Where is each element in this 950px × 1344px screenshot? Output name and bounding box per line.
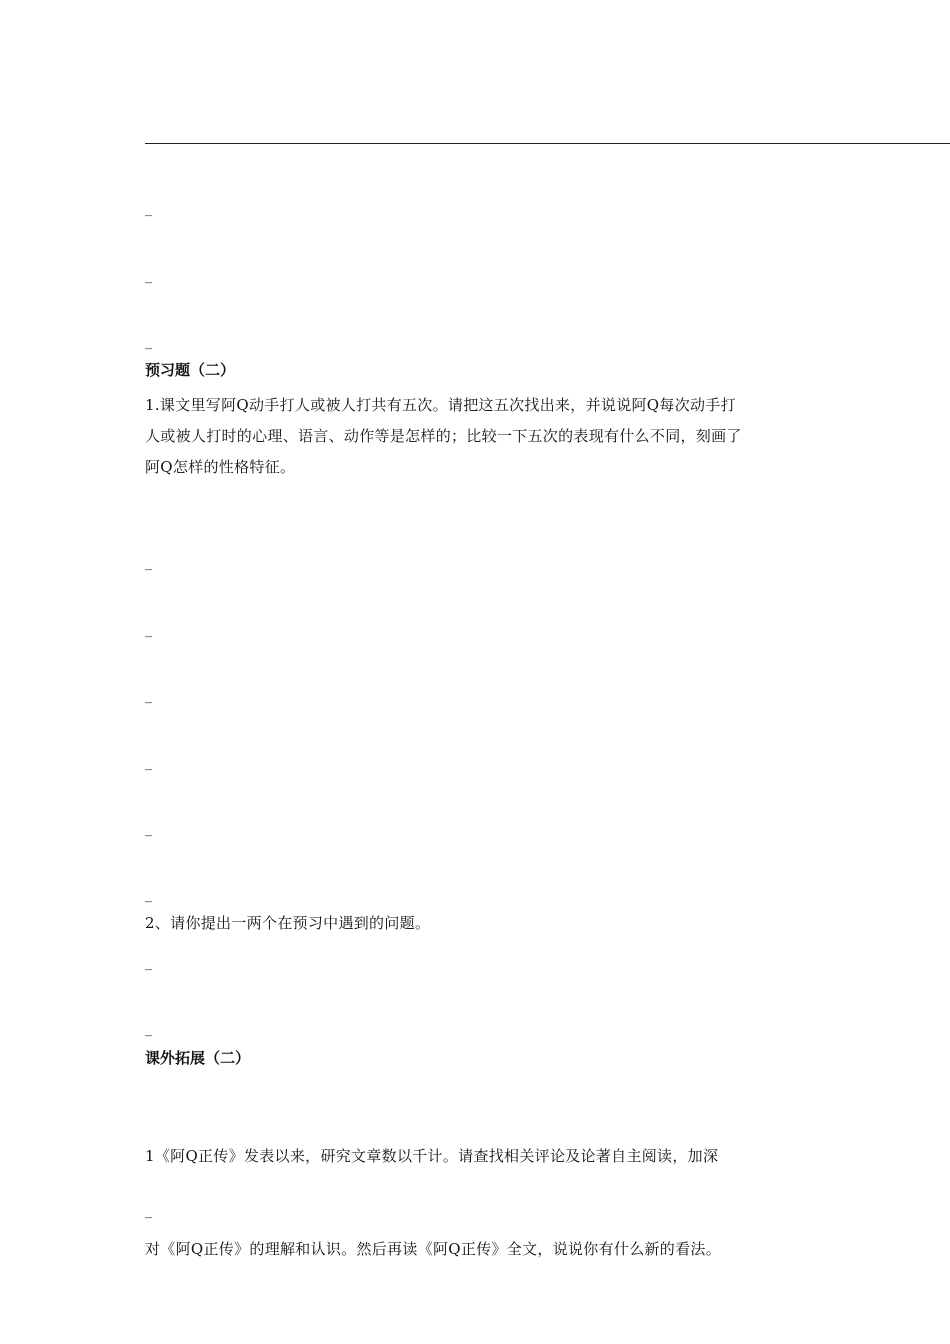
answer-blank-8: _ <box>145 821 152 837</box>
question-line: 1《阿Q正传》发表以来，研究文章数以千计。请查找相关评论及论著自主阅读，加深 <box>145 1147 719 1165</box>
question-line: 2、请你提出一两个在预习中遇到的问题。 <box>145 914 431 932</box>
question-line: 1.课文里写阿Q动手打人或被人打共有五次。请把这五次找出来，并说说阿Q每次动手打 <box>145 396 736 414</box>
extension-2-question-1 <box>145 1079 805 1296</box>
answer-blank-11: _ <box>145 1021 152 1037</box>
question-line: 人或被人打时的心理、语言、动作等是怎样的；比较一下五次的表现有什么不同，刻画了 <box>145 427 742 445</box>
answer-blank-9: _ <box>145 887 152 903</box>
preview-2-heading: 预习题（二） <box>145 361 236 379</box>
question-line: 阿Q怎样的性格特征。 <box>145 458 296 476</box>
answer-blank-4: _ <box>145 555 152 571</box>
question-line: 对《阿Q正传》的理解和认识。然后再读《阿Q正传》全文，说说你有什么新的看法。 <box>145 1240 721 1258</box>
answer-blank-5: _ <box>145 622 152 638</box>
answer-blank-10: _ <box>145 955 152 971</box>
answer-blank-1: _ <box>145 201 152 217</box>
answer-blank-6: _ <box>145 688 152 704</box>
answer-rule-line <box>145 143 950 144</box>
answer-blank-7: _ <box>145 755 152 771</box>
answer-blank-3: _ <box>145 334 152 350</box>
answer-blank-12: _ <box>145 1203 152 1219</box>
answer-blank-2: _ <box>145 268 152 284</box>
extension-2-heading: 课外拓展（二） <box>145 1049 251 1067</box>
preview-2-question-1 <box>145 390 805 483</box>
preview-2-question-2 <box>145 908 805 939</box>
